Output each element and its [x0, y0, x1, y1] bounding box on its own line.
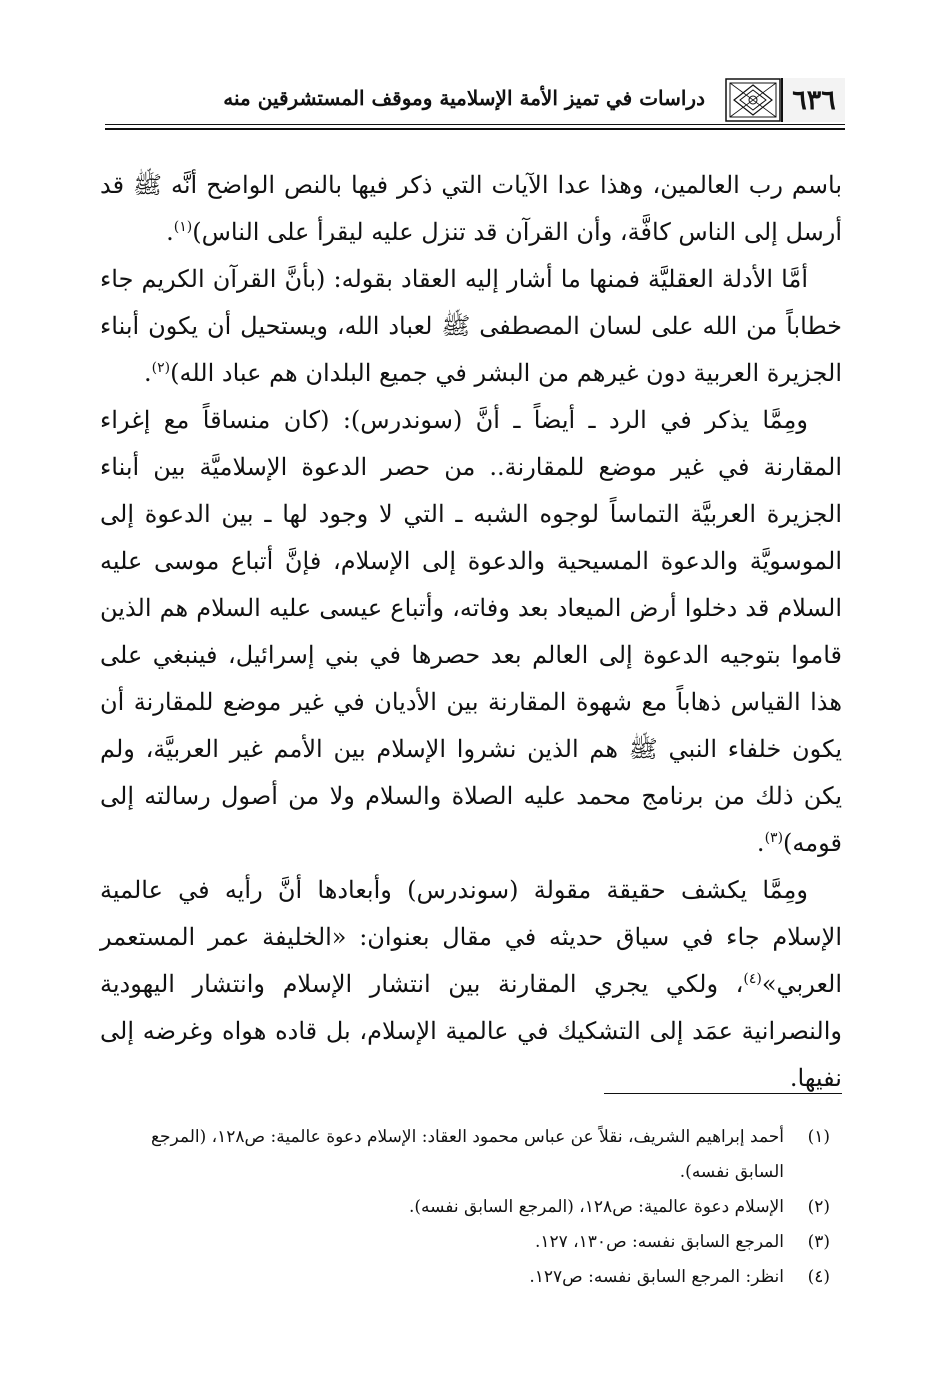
- footnotes: [100, 1120, 842, 1295]
- page-number: ٦٣٦: [781, 78, 845, 122]
- footnote-ref-3: (٣): [764, 830, 784, 846]
- main-text: [100, 162, 842, 1102]
- paragraph-2: أمَّا الأدلة العقليَّة فمنها ما أشار إليه العقاد بقوله: (بأنَّ القرآن الكريم جاء خطاباً من الله على لسان المصطفى ﷺ لعباد الله، ويستحيل أن يكون أبناء الجزيرة العربية دون غيرهم من البشر في جميع البلدان هم عباد الله)$^{(٢)}$.: [100, 265, 842, 387]
- footnote-text: المرجع السابق نفسه: ص١٣٠، ١٢٧.: [534, 1232, 784, 1252]
- footnote-3: [100, 1225, 842, 1260]
- page-number-box: [723, 78, 845, 122]
- paragraph-4: ومِمَّا يكشف حقيقة مقولة (سوندرس) وأبعادها أنَّ رأيه في عالمية الإسلام جاء في سياق حديثه في مقال بعنوان: «الخليفة عمر المستعمر العربي»$^{(٤)}$، ولكي يجري المقارنة بين انتشار الإسلام وانتشار اليهودية والنصرانية عمَد إلى التشكيك في عالمية الإسلام، بل قاده هواه وغرضه إلى نفيها.: [100, 876, 842, 1092]
- paragraph-3: ومِمَّا يذكر في الرد ـ أيضاً ـ أنَّ (سوندرس): (كان منساقاً مع إغراء المقارنة في غير موضع للمقارنة.. من حصر الدعوة الإسلاميَّة بين أبناء الجزيرة العربيَّة التماساً لوجوه الشبه ـ التي لا وجود لها ـ بين الدعوة إلى الموسويَّة والدعوة المسيحية والدعوة إلى الإسلام، فإنَّ أتباع موسى عليه السلام قد دخلوا أرض الميعاد بعد وفاته، وأتباع عيسى عليه السلام هم الذين قاموا بتوجيه الدعوة إلى العالم بعد حصرها في بني إسرائيل، فينبغي على هذا القياس ذهاباً مع شهوة المقارنة بين الأديان في غير موضع للمقارنة أن يكون خلفاء النبي ﷺ هم الذين نشروا الإسلام بين الأمم غير العربيَّة، ولم يكن ذلك من برنامج محمد عليه الصلاة والسلام ولا من أصول رسالته إلى قومه)$^{(٣)}$.: [100, 406, 842, 857]
- ornament-icon: [725, 78, 781, 122]
- footnote-1: [100, 1120, 842, 1190]
- footnote-ref-1: (١): [173, 219, 193, 235]
- footnote-separator: [604, 1093, 842, 1094]
- footnote-number: (٤): [807, 1267, 830, 1287]
- running-header: [105, 72, 845, 130]
- footnote-number: (٣): [807, 1232, 830, 1252]
- header-rule: [105, 128, 845, 130]
- header-rule-thin: [105, 124, 845, 125]
- footnote-ref-4: (٤): [743, 971, 762, 987]
- footnote-number: (١): [807, 1127, 830, 1147]
- footnote-text: أحمد إبراهيم الشريف، نقلاً عن عباس محمود العقاد: الإسلام دعوة عالمية: ص١٢٨، (المرجع السابق نفسه).: [150, 1127, 784, 1182]
- footnote-text: انظر: المرجع السابق نفسه: ص١٢٧.: [529, 1267, 784, 1287]
- header-title: دراسات في تميز الأمة الإسلامية وموقف المستشرقين منه: [223, 86, 705, 110]
- footnote-number: (٢): [807, 1197, 830, 1217]
- footnote-2: [100, 1190, 842, 1225]
- footnote-ref-2: (٢): [151, 360, 171, 376]
- footnote-4: [100, 1260, 842, 1295]
- paragraph-1: باسم رب العالمين، وهذا عدا الآيات التي ذكر فيها بالنص الواضح أنَّه ﷺ قد أرسل إلى الناس كافَّة، وأن القرآن قد تنزل عليه ليقرأ على الناس)$^{(١)}$.: [100, 171, 842, 246]
- footnote-text: الإسلام دعوة عالمية: ص١٢٨، (المرجع السابق نفسه).: [408, 1197, 784, 1217]
